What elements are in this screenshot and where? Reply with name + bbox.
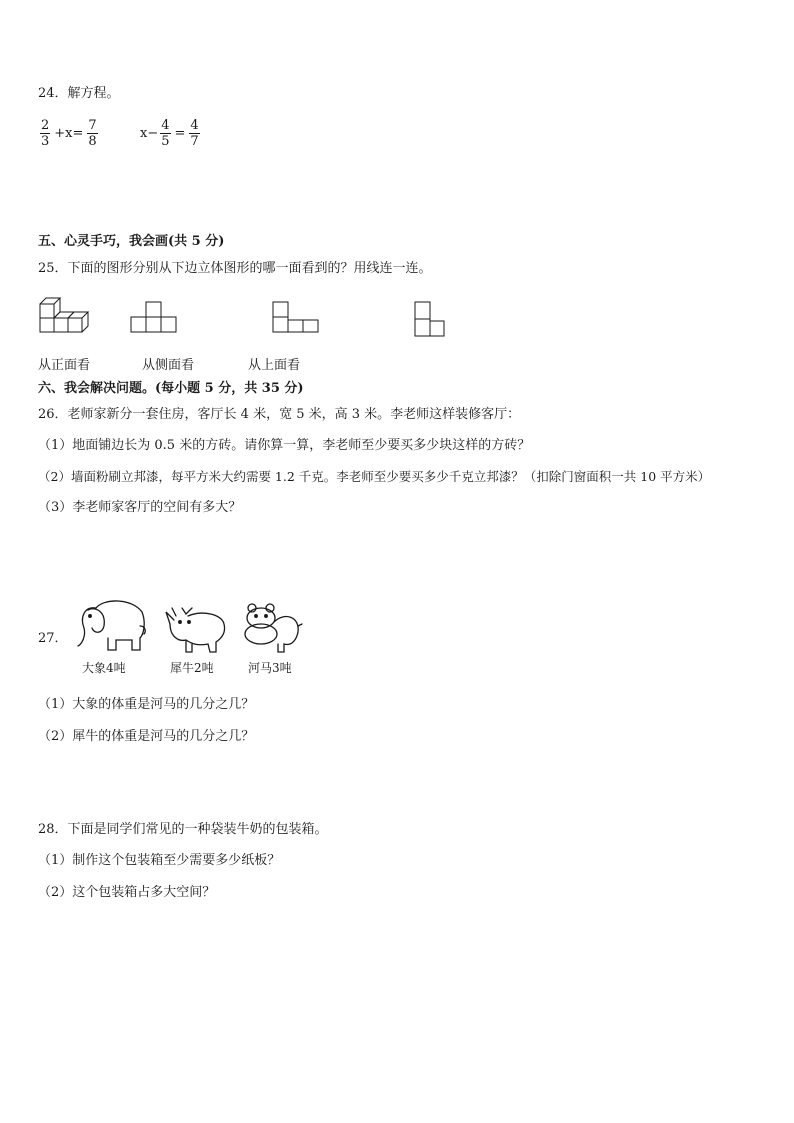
- view-shape-1: [130, 300, 178, 336]
- section-5-heading: 五、心灵手巧，我会画(共 5 分): [38, 234, 225, 249]
- hippo-image: [238, 600, 304, 654]
- view-shape-2: [272, 300, 320, 336]
- animal-label-hippo: 河马3吨: [248, 661, 292, 675]
- section-6-heading: 六、我会解决问题。(每小题 5 分，共 35 分): [38, 381, 304, 396]
- q27-part-1: （1）大象的体重是河马的几分之几？: [38, 697, 255, 712]
- q28-part-1: （1）制作这个包装箱至少需要多少纸板？: [38, 853, 281, 868]
- q26-part-3: （3）李老师家客厅的空间有多大？: [38, 500, 242, 515]
- q24-title: 24．解方程。: [38, 86, 120, 101]
- fraction: $\frac{4}{5}$: [161, 118, 170, 149]
- view-label-front: 从正面看: [38, 358, 91, 373]
- animal-label-elephant: 大象4吨: [82, 661, 126, 675]
- equation-1: $\frac{2}{3}$ +x= $\frac{7}{8}$: [41, 118, 97, 149]
- fraction: $\frac{7}{8}$: [88, 118, 97, 149]
- animal-label-rhino: 犀牛2吨: [170, 661, 214, 675]
- q26-part-2: （2）墙面粉刷立邦漆，每平方米大约需要 1.2 千克。李老师至少要买多少千克立邦漆？（扣除门窗面积一共 10 平方米）: [38, 469, 711, 484]
- view-label-top: 从上面看: [248, 358, 301, 373]
- q28-title: 28．下面是同学们常见的一种袋装牛奶的包装箱。: [38, 822, 328, 837]
- view-label-side: 从侧面看: [142, 358, 195, 373]
- cube-solid-figure: [38, 296, 102, 336]
- fraction: $\frac{4}{7}$: [190, 118, 199, 149]
- fraction: $\frac{2}{3}$: [41, 118, 50, 149]
- equation-2: x− $\frac{4}{5}$ = $\frac{4}{7}$: [140, 118, 199, 149]
- q26-title: 26．老师家新分一套住房，客厅长 4 米，宽 5 米，高 3 米。李老师这样装修客厅：: [38, 407, 521, 422]
- q27-number: 27．: [38, 631, 68, 646]
- elephant-image: [74, 596, 148, 654]
- view-shape-3: [414, 300, 448, 340]
- q25-title: 25．下面的图形分别从下边立体图形的哪一面看到的？用线连一连。: [38, 261, 432, 276]
- q27-part-2: （2）犀牛的体重是河马的几分之几？: [38, 729, 255, 744]
- q28-part-2: （2）这个包装箱占多大空间？: [38, 885, 216, 900]
- rhino-image: [162, 602, 232, 654]
- q26-part-1: （1）地面铺边长为 0.5 米的方砖。请你算一算，李老师至少要买多少块这样的方砖？: [38, 438, 531, 453]
